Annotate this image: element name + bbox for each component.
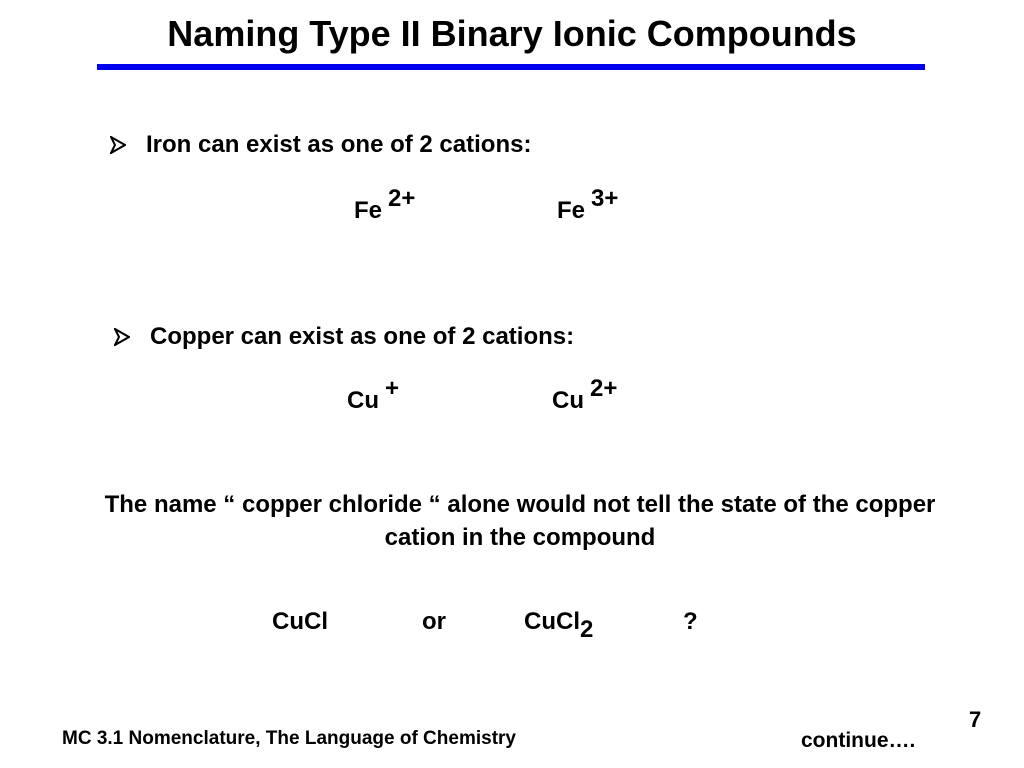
ion-fe-2plus: [354, 185, 416, 226]
slide-title: Naming Type II Binary Ionic Compounds: [167, 13, 857, 54]
ion-charge: 2+: [590, 375, 618, 402]
formula-base: CuCl: [524, 608, 580, 635]
ion-charge: 3+: [591, 185, 619, 212]
ion-cu-plus: [347, 375, 400, 416]
formula-cucl2: [524, 607, 594, 643]
bullet-iron-text: Iron can exist as one of 2 cations:: [146, 131, 532, 158]
ion-symbol: Fe: [557, 197, 586, 224]
title-underline: [97, 64, 925, 70]
ion-charge: 2+: [388, 185, 416, 212]
bullet-iron: [108, 130, 531, 160]
formula-connector-or: or: [422, 608, 446, 635]
bullet-copper: [112, 322, 574, 352]
copper-chloride-statement: The name “ copper chloride “ alone would not tell the state of the copper cation in the compound: [104, 491, 936, 551]
footer-course-title: MC 3.1 Nomenclature, The Language of Chemistry: [62, 728, 516, 749]
bullet-copper-text: Copper can exist as one of 2 cations:: [150, 323, 575, 350]
page-number: 7: [969, 707, 982, 732]
ion-symbol: Cu: [552, 387, 584, 414]
ion-charge: +: [385, 375, 400, 402]
continue-label: continue….: [801, 729, 916, 752]
formula-cucl: CuCl: [272, 608, 328, 635]
ion-fe-3plus: [557, 185, 619, 226]
ion-symbol: Fe: [354, 197, 383, 224]
ion-symbol: Cu: [347, 387, 379, 414]
arrowhead-bullet-icon: [108, 130, 128, 160]
arrowhead-bullet-icon: [112, 322, 132, 352]
ion-cu-2plus: [552, 375, 618, 416]
formula-subscript: 2: [580, 616, 594, 643]
formula-question-mark: ?: [683, 608, 698, 635]
